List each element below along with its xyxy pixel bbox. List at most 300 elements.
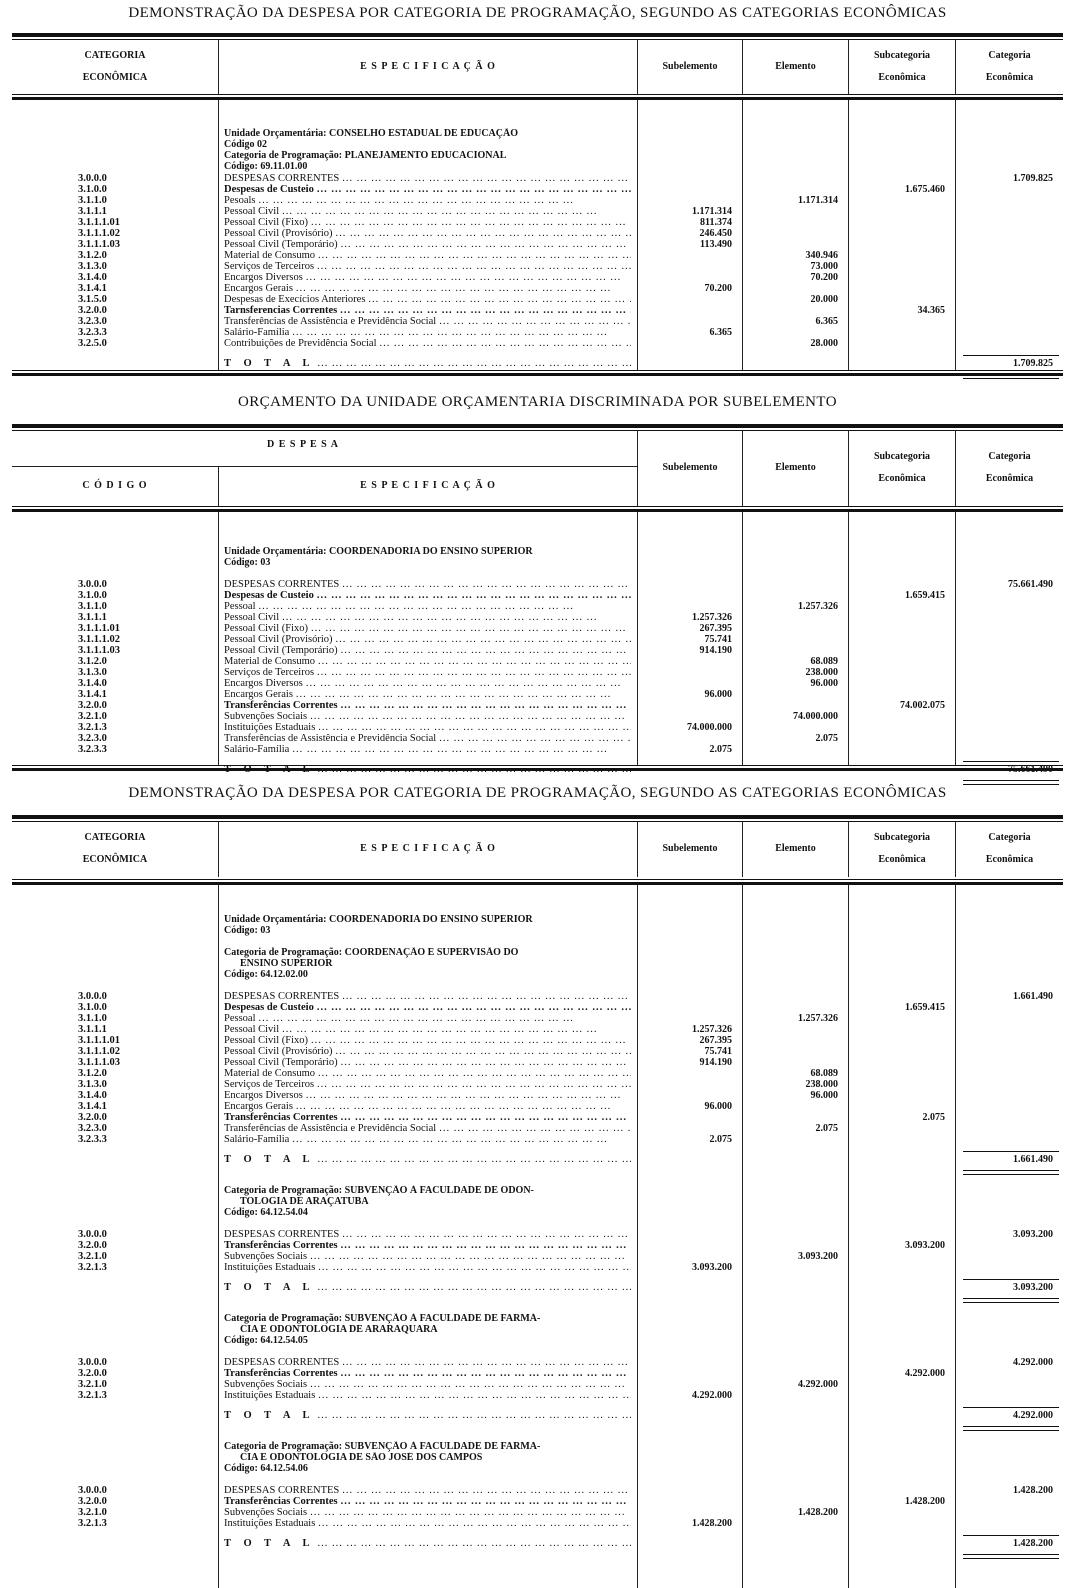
subelemento-value <box>637 173 742 184</box>
categoria-value <box>955 1002 1063 1013</box>
spec-cell <box>218 656 637 667</box>
table-row <box>12 250 1063 261</box>
subcategoria-value: 3.093.200 <box>905 1240 945 1251</box>
spec-cell <box>218 744 637 755</box>
table-row <box>12 1134 1063 1145</box>
elemento-value <box>742 1518 848 1529</box>
subelemento-value: 6.365 <box>709 327 732 338</box>
subcategoria-value <box>848 1101 955 1112</box>
header-label: Subcategoria <box>873 832 931 843</box>
categoria-value <box>955 689 1063 700</box>
header-label: Elemento <box>775 843 816 854</box>
categoria-value <box>955 612 1063 623</box>
subelemento-value: 96.000 <box>704 1101 732 1112</box>
table-row <box>12 1068 1063 1079</box>
total-label: T O T A L <box>224 764 315 775</box>
table-row <box>12 1123 1063 1134</box>
dot-leader <box>289 744 631 755</box>
spec-cell <box>218 1485 637 1496</box>
total-value: 1.709.825 <box>955 358 1063 369</box>
heading-line <box>12 1324 1063 1335</box>
subcategoria-value <box>848 316 955 327</box>
budget-block <box>12 1185 1063 1293</box>
categoria-value <box>955 1068 1063 1079</box>
subcategoria-value <box>848 1024 955 1035</box>
code-cell: 3.2.3.3 <box>78 327 107 338</box>
spec-cell <box>218 228 637 239</box>
subcategoria-value <box>848 206 955 217</box>
table-row <box>12 1379 1063 1390</box>
subelemento-value <box>637 1410 742 1421</box>
subelemento-value: 1.171.314 <box>692 206 732 217</box>
spec-text: Pessoal Civil (Provisório) <box>224 1046 333 1057</box>
total-label: T O T A L <box>224 1410 315 1421</box>
dot-leader <box>315 1410 631 1421</box>
heading-text: Código 02 <box>224 139 268 150</box>
heading-line <box>12 925 1063 936</box>
spec-cell <box>218 217 637 228</box>
subcategoria-value <box>848 579 955 590</box>
dot-leader <box>315 1538 631 1549</box>
table-row <box>12 667 1063 678</box>
spec-text: Instituições Estaduais <box>224 1262 316 1273</box>
spec-text: Serviços de Terceiros <box>224 261 315 272</box>
column-divider <box>218 512 219 765</box>
elemento-value <box>742 217 848 228</box>
code-cell: 3.1.1.1.01 <box>78 217 120 228</box>
dot-leader <box>339 1357 631 1368</box>
divider <box>12 33 1063 40</box>
dot-leader <box>436 1123 631 1134</box>
spec-text: Material de Consumo <box>224 1068 315 1079</box>
subelemento-value: 3.093.200 <box>692 1262 732 1273</box>
total-row <box>12 1282 1063 1293</box>
dot-leader <box>338 700 631 711</box>
subelemento-value <box>637 184 742 195</box>
total-label-cell <box>218 1538 637 1549</box>
subelemento-value <box>637 1282 742 1293</box>
code-cell: 3.1.2.0 <box>78 656 107 667</box>
subelemento-value: 96.000 <box>704 689 732 700</box>
header-label: Subelemento <box>662 462 718 473</box>
section-orcamento-unidade <box>12 380 1063 775</box>
elemento-value: 1.257.326 <box>798 1013 838 1024</box>
spec-text: Encargos Diversos <box>224 1090 303 1101</box>
code-cell: 3.2.1.3 <box>78 1390 107 1401</box>
code-cell: 3.2.1.0 <box>78 711 107 722</box>
spec-text: Pessoal Civil (Temporário) <box>224 239 338 250</box>
header-label: E S P E C I F I C A Ç Ã O <box>360 843 496 854</box>
categoria-value <box>955 228 1063 239</box>
subcategoria-value <box>848 1357 955 1368</box>
table-body <box>12 885 1063 1588</box>
spec-cell <box>218 711 637 722</box>
heading-text: Unidade Orçamentária: CONSELHO ESTADUAL DE EDUCAÇÃO <box>224 128 518 139</box>
table-row <box>12 261 1063 272</box>
code-cell: 3.1.1.1.02 <box>78 634 120 645</box>
elemento-value <box>742 1496 848 1507</box>
spec-text: Instituições Estaduais <box>224 1390 316 1401</box>
subelemento-value <box>637 316 742 327</box>
dot-leader <box>365 294 631 305</box>
categoria-value <box>955 1046 1063 1057</box>
spec-text: Transferências Correntes <box>224 1496 338 1507</box>
subcategoria-value <box>848 623 955 634</box>
column-divider <box>742 512 743 765</box>
subcategoria-value: 34.365 <box>917 305 945 316</box>
code-cell: 3.2.3.3 <box>78 1134 107 1145</box>
total-label: T O T A L <box>224 358 315 369</box>
dot-leader <box>338 1496 631 1507</box>
subcategoria-value: 1.659.415 <box>905 590 945 601</box>
code-cell <box>12 1463 218 1474</box>
code-cell <box>12 557 218 568</box>
elemento-value: 6.365 <box>815 316 838 327</box>
code-cell: 3.1.1.1.03 <box>78 1057 120 1068</box>
subcategoria-value: 1.428.200 <box>905 1496 945 1507</box>
heading-line <box>12 958 1063 969</box>
subcategoria-value <box>848 711 955 722</box>
code-cell <box>12 1154 218 1165</box>
total-row <box>12 358 1063 369</box>
elemento-value: 3.093.200 <box>798 1251 838 1262</box>
elemento-value <box>742 184 848 195</box>
rows <box>12 1485 1063 1529</box>
total-value: 1.661.490 <box>955 1154 1063 1165</box>
header-categoria <box>955 40 1063 94</box>
heading-group <box>12 914 1063 936</box>
heading-line <box>12 914 1063 925</box>
categoria-value <box>955 1057 1063 1068</box>
categoria-value <box>955 1251 1063 1262</box>
heading-group <box>12 1185 1063 1218</box>
code-cell: 3.1.2.0 <box>78 1068 107 1079</box>
subelemento-value <box>637 261 742 272</box>
elemento-value <box>742 1134 848 1145</box>
dot-leader <box>308 217 631 228</box>
subcategoria-value: 74.002.075 <box>900 700 945 711</box>
table-row <box>12 173 1063 184</box>
categoria-value <box>955 1240 1063 1251</box>
elemento-value: 1.257.326 <box>798 601 838 612</box>
column-divider <box>637 100 638 370</box>
table-row <box>12 184 1063 195</box>
subelemento-value <box>637 656 742 667</box>
heading-text: Unidade Orçamentária: COORDENADORIA DO ENSINO SUPERIOR <box>224 546 533 557</box>
dot-leader <box>436 316 631 327</box>
heading-text: CIA E ODONTOLOGIA DE ARARAQUARA <box>240 1324 438 1335</box>
dot-leader <box>315 1390 631 1401</box>
table-row <box>12 217 1063 228</box>
categoria-value <box>955 1024 1063 1035</box>
elemento-value: 74.000.000 <box>793 711 838 722</box>
categoria-value <box>955 294 1063 305</box>
total-row <box>12 1410 1063 1421</box>
header-elemento <box>742 40 848 94</box>
spec-text: Serviços de Terceiros <box>224 1079 315 1090</box>
table-row <box>12 700 1063 711</box>
dot-leader <box>315 1518 631 1529</box>
spec-cell <box>218 239 637 250</box>
spec-cell <box>218 1240 637 1251</box>
spec-text: Transferências de Assistência e Previdência Social <box>224 316 437 327</box>
subcategoria-value: 1.675.460 <box>905 184 945 195</box>
code-cell: 3.0.0.0 <box>78 991 107 1002</box>
categoria-value <box>955 1101 1063 1112</box>
header-label: Subcategoria <box>873 50 931 61</box>
spec-cell <box>218 689 637 700</box>
spec-text: Pessoal <box>224 1013 256 1024</box>
code-cell: 3.1.1.1.01 <box>78 1035 120 1046</box>
header-categoria <box>955 821 1063 877</box>
elemento-value: 73.000 <box>810 261 838 272</box>
header-label: Elemento <box>775 462 816 473</box>
header-label: ECONÔMICA <box>82 854 148 865</box>
spec-cell <box>218 261 637 272</box>
spec-cell <box>218 991 637 1002</box>
spec-cell <box>218 1379 637 1390</box>
categoria-value <box>955 1090 1063 1101</box>
spec-text: Pessoal Civil (Provisório) <box>224 634 333 645</box>
header-especificacao <box>218 821 637 877</box>
elemento-value: 238.000 <box>805 1079 838 1090</box>
header-label: CATEGORIA <box>84 50 146 61</box>
subelemento-value <box>637 1485 742 1496</box>
table-row <box>12 1079 1063 1090</box>
spec-text: Transferências Correntes <box>224 1240 338 1251</box>
spec-cell <box>218 250 637 261</box>
subcategoria-value <box>848 1518 955 1529</box>
budget-block <box>12 1313 1063 1421</box>
code-cell <box>12 546 218 557</box>
spec-cell <box>218 195 637 206</box>
column-divider <box>955 100 956 370</box>
dot-leader <box>315 1154 631 1165</box>
categoria-value <box>955 1262 1063 1273</box>
heading-line <box>12 546 1063 557</box>
code-cell <box>12 1452 218 1463</box>
table-header <box>12 430 1063 506</box>
code-cell: 3.2.1.0 <box>78 1251 107 1262</box>
subelemento-value: 4.292.000 <box>692 1390 732 1401</box>
categoria-value: 4.292.000 <box>1013 1357 1053 1368</box>
dot-leader <box>308 623 631 634</box>
spec-cell <box>218 733 637 744</box>
subcategoria-value <box>848 358 955 369</box>
elemento-value <box>742 173 848 184</box>
categoria-value: 1.709.825 <box>1013 173 1053 184</box>
code-cell: 3.1.4.1 <box>78 1101 107 1112</box>
spec-text: DESPESAS CORRENTES <box>224 173 340 184</box>
elemento-value: 20.000 <box>810 294 838 305</box>
column-divider <box>218 885 219 1588</box>
subelemento-value <box>637 338 742 349</box>
heading-group <box>12 128 1063 172</box>
elemento-value: 70.200 <box>810 272 838 283</box>
categoria-value <box>955 338 1063 349</box>
subelemento-value: 1.257.326 <box>692 612 732 623</box>
table-row <box>12 1101 1063 1112</box>
spec-text: Pessoal Civil (Temporário) <box>224 1057 338 1068</box>
elemento-value <box>742 1035 848 1046</box>
spec-cell <box>218 1229 637 1240</box>
subcategoria-value <box>848 1229 955 1240</box>
categoria-value <box>955 623 1063 634</box>
code-cell: 3.1.3.0 <box>78 667 107 678</box>
subelemento-value: 75.741 <box>704 634 732 645</box>
elemento-value: 1.428.200 <box>798 1507 838 1518</box>
spec-cell <box>218 634 637 645</box>
divider <box>12 370 1063 376</box>
table-row <box>12 1112 1063 1123</box>
categoria-value <box>955 1368 1063 1379</box>
subelemento-value <box>637 1368 742 1379</box>
elemento-value <box>742 1390 848 1401</box>
code-cell: 3.2.3.0 <box>78 1123 107 1134</box>
total-row <box>12 1154 1063 1165</box>
categoria-value <box>955 656 1063 667</box>
code-cell <box>12 1324 218 1335</box>
dot-leader <box>436 733 631 744</box>
heading-text: Código: 03 <box>224 557 271 568</box>
spec-cell <box>218 667 637 678</box>
code-cell: 3.2.0.0 <box>78 700 107 711</box>
spec-text: Encargos Diversos <box>224 678 303 689</box>
spec-cell <box>218 1035 637 1046</box>
spec-cell <box>218 1112 637 1123</box>
code-cell: 3.1.1.0 <box>78 601 107 612</box>
elemento-value <box>742 206 848 217</box>
spec-text: Pessoal Civil (Fixo) <box>224 217 309 228</box>
subelemento-value <box>637 1251 742 1262</box>
column-divider <box>848 512 849 765</box>
dot-leader <box>314 1002 631 1013</box>
elemento-value: 96.000 <box>810 1090 838 1101</box>
subcategoria-value <box>848 1046 955 1057</box>
dot-leader <box>338 1057 631 1068</box>
header-codigo: C Ó D I G O <box>82 480 148 491</box>
spec-text: Subvenções Sociais <box>224 1251 308 1262</box>
column-divider <box>742 885 743 1588</box>
header-categoria-economica <box>12 40 218 94</box>
spec-text: Pessoal Civil (Fixo) <box>224 623 309 634</box>
table-row <box>12 195 1063 206</box>
categoria-value <box>955 634 1063 645</box>
subcategoria-value <box>848 261 955 272</box>
elemento-value <box>742 1229 848 1240</box>
spec-text: Tarnsferencias Correntes <box>224 305 338 316</box>
header-elemento <box>742 821 848 877</box>
spec-cell <box>218 1357 637 1368</box>
elemento-value <box>742 991 848 1002</box>
budget-block <box>12 914 1063 1165</box>
dot-leader <box>279 1024 631 1035</box>
elemento-value <box>742 1538 848 1549</box>
spec-cell <box>218 623 637 634</box>
heading-line <box>12 1313 1063 1324</box>
spec-text: Salário-Família <box>224 327 290 338</box>
code-cell: 3.1.5.0 <box>78 294 107 305</box>
spec-text: DESPESAS CORRENTES <box>224 1357 340 1368</box>
table-row <box>12 1496 1063 1507</box>
subcategoria-value <box>848 1282 955 1293</box>
subcategoria-value <box>848 239 955 250</box>
table-row <box>12 634 1063 645</box>
table-row <box>12 689 1063 700</box>
spec-cell <box>218 206 637 217</box>
spec-text: Pesoals <box>224 195 256 206</box>
spec-text: Encargos Gerais <box>224 283 293 294</box>
heading-line <box>12 1463 1063 1474</box>
dot-leader <box>293 1101 631 1112</box>
subelemento-value: 1.257.326 <box>692 1024 732 1035</box>
spec-text: Pessoal Civil (Fixo) <box>224 1035 309 1046</box>
elemento-value <box>742 623 848 634</box>
subcategoria-value <box>848 1035 955 1046</box>
elemento-value: 68.089 <box>810 1068 838 1079</box>
code-cell <box>12 150 218 161</box>
elemento-value <box>742 645 848 656</box>
code-cell <box>12 1282 218 1293</box>
elemento-value: 68.089 <box>810 656 838 667</box>
header-subcategoria <box>848 40 955 94</box>
categoria-value <box>955 305 1063 316</box>
elemento-value <box>742 1368 848 1379</box>
spec-text: Salário-Família <box>224 744 290 755</box>
code-cell <box>12 1313 218 1324</box>
table-body <box>12 100 1063 370</box>
spec-text: Contribuições de Previdência Social <box>224 338 377 349</box>
spec-cell <box>218 1262 637 1273</box>
table-row <box>12 590 1063 601</box>
heading-text: Categoria de Programação: SUBVENÇÃO À FACULDADE DE FARMA- <box>224 1441 541 1452</box>
code-cell <box>12 914 218 925</box>
header-label: Econômica <box>878 72 926 83</box>
code-cell: 3.1.0.0 <box>78 590 107 601</box>
code-cell <box>12 947 218 958</box>
subelemento-value: 113.490 <box>700 239 732 250</box>
categoria-value <box>955 1390 1063 1401</box>
header-label: Econômica <box>985 854 1034 865</box>
dot-leader <box>337 305 631 316</box>
spec-cell <box>218 184 637 195</box>
code-cell: 3.1.4.0 <box>78 1090 107 1101</box>
subcategoria-value <box>848 173 955 184</box>
spec-cell <box>218 305 637 316</box>
spec-text: Encargos Diversos <box>224 272 303 283</box>
subelemento-value <box>637 1123 742 1134</box>
elemento-value <box>742 283 848 294</box>
code-cell: 3.1.1.1 <box>78 612 107 623</box>
section-title: DEMONSTRAÇÃO DA DESPESA POR CATEGORIA DE PROGRAMAÇÃO, SEGUNDO AS CATEGORIAS ECONÔMICAS <box>128 5 947 21</box>
subcategoria-value <box>848 1410 955 1421</box>
heading-line <box>12 969 1063 980</box>
table-row <box>12 1251 1063 1262</box>
subelemento-value: 811.374 <box>700 217 732 228</box>
header-elemento <box>742 430 848 506</box>
table-row <box>12 1507 1063 1518</box>
dot-leader <box>314 1079 631 1090</box>
dot-leader <box>307 1507 631 1518</box>
spec-cell <box>218 1101 637 1112</box>
code-cell <box>12 1538 218 1549</box>
subelemento-value: 2.075 <box>709 744 732 755</box>
categoria-value <box>955 206 1063 217</box>
spec-cell <box>218 327 637 338</box>
budget-block <box>12 546 1063 775</box>
spec-text: Pessoal Civil (Temporário) <box>224 645 338 656</box>
elemento-value <box>742 1282 848 1293</box>
